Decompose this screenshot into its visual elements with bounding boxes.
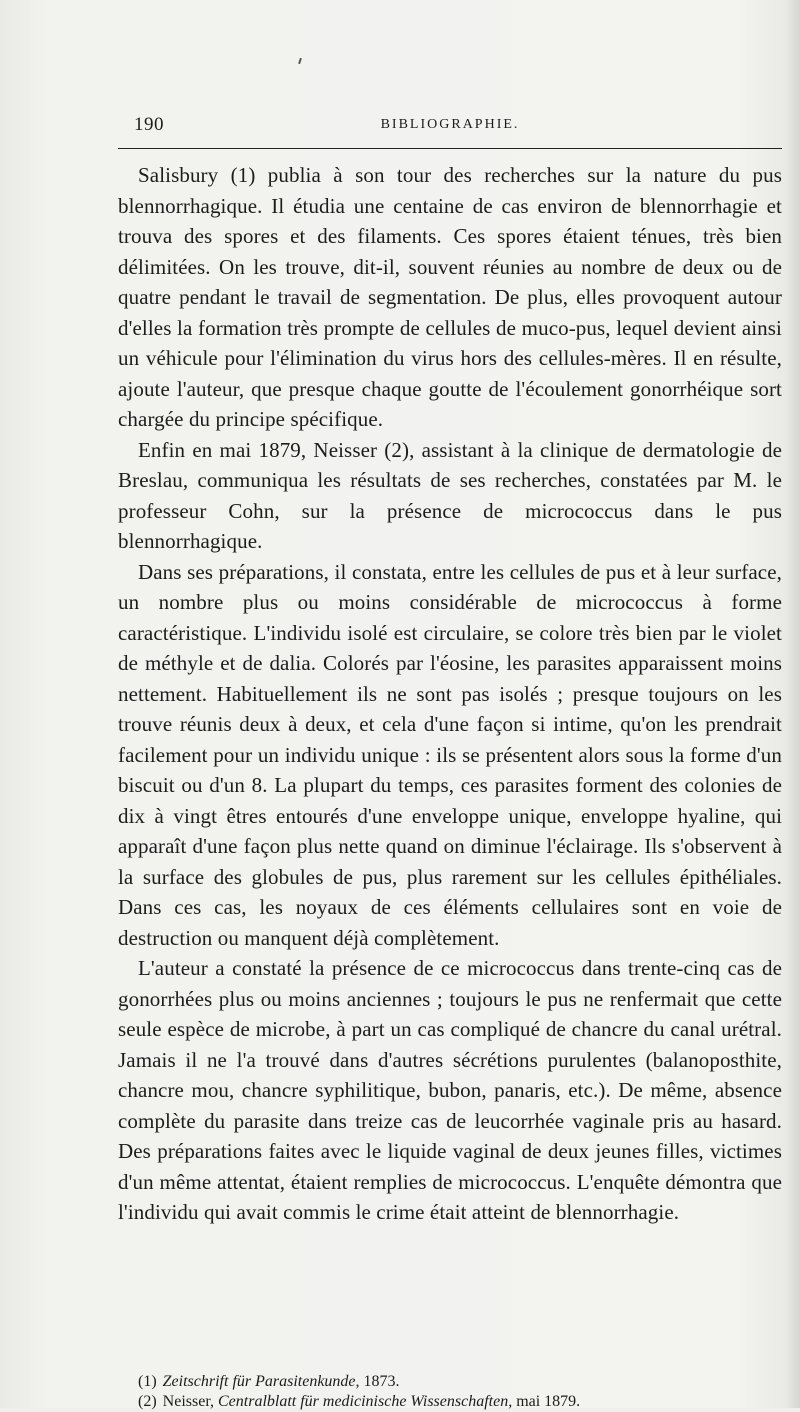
footnote-author: Neisser,	[162, 1393, 218, 1410]
page-edge-shadow	[786, 0, 800, 1408]
footnote-mark: (2)	[138, 1393, 157, 1410]
paragraph: Enfin en mai 1879, Neisser (2), assistant à la clinique de dermatologie de Breslau, communiqua les résultats de ses recherches, constatées par M. le professeur Cohn, sur la présence de micrococcus dans le pus blennorrhagique.	[118, 437, 782, 553]
paragraph: L'auteur a constaté la présence de ce micrococcus dans trente-cinq cas de gonorrhées plus ou moins anciennes ; toujours le pus ne renfermait que cette seule espèce de microbe, à part un cas compliqué de chancre du canal urétral. Jamais il ne l'a trouvé dans d'autres sécrétions purulentes (balanoposthite, chancre mou, chancre syphilitique, bubon, panaris, etc.). De même, absence complète du parasite dans treize cas de leucorrhée vaginale pris au hasard. Des préparations faites avec le liquide vaginal de deux jeunes filles, victimes d'un même attentat, étaient remplies de micrococcus. L'enquête démontra que l'individu qui avait commis le crime était atteint de blennorrhagie.	[118, 956, 782, 1224]
body-text	[118, 160, 782, 1228]
footnote-1	[118, 1372, 782, 1392]
footnote-mark: (1)	[138, 1373, 157, 1390]
print-speck	[298, 58, 302, 64]
paragraph: Salisbury (1) publia à son tour des recherches sur la nature du pus blennorrhagique. Il étudia une centaine de cas environ de blennorrhagie et trouva des spores et des filaments. Ces spores étaient ténues, très bien délimitées. On les trouve, dit-il, souvent réunies au nombre de deux ou de quatre pendant le travail de segmentation. De plus, elles provoquent autour d'elles la formation très prompte de cellules de muco-pus, lequel devient ainsi un véhicule pour l'élimination du virus hors des cellules-mères. Il en résulte, ajoute l'auteur, que presque chaque goutte de l'écoulement gonorrhéique sort chargée du principe spécifique.	[118, 163, 782, 431]
footnote-title: Zeitschrift für Parasitenkunde,	[162, 1373, 360, 1390]
footnote-title: Centralblatt für medicinische Wissenschaften,	[218, 1393, 513, 1410]
footnote-2	[118, 1392, 782, 1412]
footnotes	[118, 1372, 782, 1412]
footnote-rest: 1873.	[359, 1373, 400, 1390]
page-number: 190	[134, 114, 164, 135]
footnote-rest: mai 1879.	[512, 1393, 581, 1410]
running-head: BIBLIOGRAPHIE.	[380, 117, 520, 132]
page-header	[112, 114, 788, 138]
paragraph: Dans ses préparations, il constata, entre les cellules de pus et à leur surface, un nombre plus ou moins considérable de micrococcus à forme caractéristique. L'individu isolé est circulaire, se colore très bien par le violet de méthyle et de dalia. Colorés par l'éosine, les parasites apparaissent moins nettement. Habituellement ils ne sont pas isolés ; presque toujours on les trouve réunis deux à deux, et cela d'une façon si intime, qu'on les prendrait facilement pour un individu unique : ils se présentent alors sous la forme d'un biscuit ou d'un 8. La plupart du temps, ces parasites forment des colonies de dix à vingt êtres entourés d'une enveloppe unique, enveloppe hyaline, qui apparaît d'une façon plus nette quand on diminue l'éclairage. Ils s'observent à la surface des globules de pus, plus rarement sur les cellules épithéliales. Dans ces cas, les noyaux de ces éléments cellulaires sont en voie de destruction ou manquent déjà complètement.	[118, 559, 782, 950]
header-rule	[118, 148, 782, 149]
